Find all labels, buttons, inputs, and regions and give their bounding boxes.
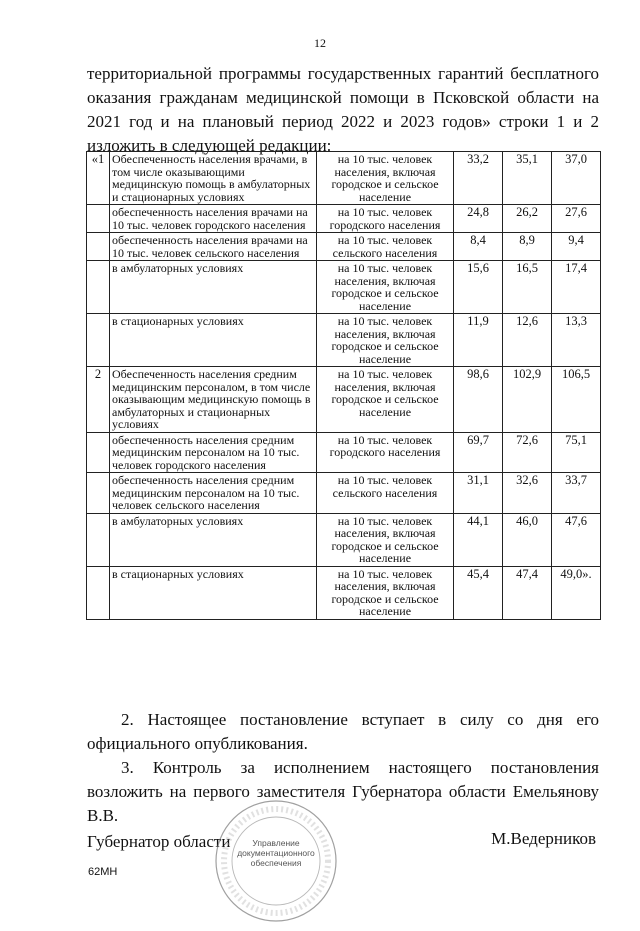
value-2021: 44,1 [454,513,503,566]
value-2022: 35,1 [503,152,552,205]
unit-of-measure: на 10 тыс. человек сельского населения [317,233,454,261]
stamp-line: документационного [237,848,315,858]
indicator-name: обеспеченность населения врачами на 10 тыс. человек городского населения [110,205,317,233]
intro-paragraph: территориальной программы государственных гарантий бесплатного оказания гражданам медицинской помощи в Псковской области на 2021 год и на плановый период 2022 и 2023 годов» строки 1 и 2 изложить в следующей редакции: [87,64,599,155]
value-2021: 8,4 [454,233,503,261]
unit-of-measure: на 10 тыс. человек сельского населения [317,473,454,514]
table-body [87,152,601,620]
value-2023: 13,3 [552,314,601,367]
paragraph-2: 2. Настоящее постановление вступает в силу со дня его официального опубликования. [87,710,599,753]
unit-of-measure: на 10 тыс. человек населения, включая городское и сельское население [317,152,454,205]
row-number: 2 [87,367,110,433]
row-number [87,566,110,619]
row-number: «1 [87,152,110,205]
value-2021: 69,7 [454,432,503,473]
value-2021: 15,6 [454,261,503,314]
value-2022: 102,9 [503,367,552,433]
indicator-name: в амбулаторных условиях [110,261,317,314]
value-2022: 46,0 [503,513,552,566]
paragraph-3: 3. Контроль за исполнением настоящего постановления возложить на первого заместителя Губернатора области Емельянову В.В. [87,758,599,825]
table-row [87,314,601,367]
value-2022: 16,5 [503,261,552,314]
value-2022: 26,2 [503,205,552,233]
row-number [87,432,110,473]
unit-of-measure: на 10 тыс. человек населения, включая городское и сельское население [317,513,454,566]
value-2023: 37,0 [552,152,601,205]
value-2021: 45,4 [454,566,503,619]
value-2022: 47,4 [503,566,552,619]
table-row [87,566,601,619]
indicator-name: обеспеченность населения средним медицинским персоналом на 10 тыс. человек сельского населения [110,473,317,514]
table-row [87,205,601,233]
indicator-name: в стационарных условиях [110,314,317,367]
value-2023: 9,4 [552,233,601,261]
value-2022: 12,6 [503,314,552,367]
stamp-line: Управление [252,838,300,848]
indicator-name: обеспеченность населения средним медицинским персоналом на 10 тыс. человек городского населения [110,432,317,473]
value-2022: 32,6 [503,473,552,514]
stamp-text [237,838,315,868]
table-row [87,233,601,261]
indicator-name: Обеспеченность населения врачами, в том числе оказывающими медицинскую помощь в амбулаторных и стационарных условиях [110,152,317,205]
unit-of-measure: на 10 тыс. человек населения, включая городское и сельское население [317,566,454,619]
indicator-name: в амбулаторных условиях [110,513,317,566]
value-2023: 75,1 [552,432,601,473]
value-2023: 33,7 [552,473,601,514]
indicator-name: Обеспеченность населения средним медицинским персоналом, в том числе оказывающим медицинскую помощь в амбулаторных и стационарных условиях [110,367,317,433]
value-2023: 49,0». [552,566,601,619]
page-number: 12 [314,36,326,50]
indicator-name: обеспеченность населения врачами на 10 тыс. человек сельского населения [110,233,317,261]
value-2021: 11,9 [454,314,503,367]
unit-of-measure: на 10 тыс. человек населения, включая городское и сельское население [317,314,454,367]
value-2021: 31,1 [454,473,503,514]
office-stamp [211,796,341,926]
unit-of-measure: на 10 тыс. человек городского населения [317,432,454,473]
table-row [87,513,601,566]
value-2021: 24,8 [454,205,503,233]
row-number [87,314,110,367]
value-2023: 27,6 [552,205,601,233]
row-number [87,473,110,514]
signature-title: Губернатор области [87,832,231,851]
unit-of-measure: на 10 тыс. человек населения, включая городское и сельское население [317,261,454,314]
value-2021: 98,6 [454,367,503,433]
document-code: 62МН [88,866,118,878]
table-row [87,473,601,514]
value-2023: 17,4 [552,261,601,314]
table-row [87,367,601,433]
indicator-name: в стационарных условиях [110,566,317,619]
value-2022: 72,6 [503,432,552,473]
row-number [87,233,110,261]
unit-of-measure: на 10 тыс. человек населения, включая городское и сельское население [317,367,454,433]
value-2023: 106,5 [552,367,601,433]
row-number [87,205,110,233]
stamp-line: обеспечения [250,858,302,868]
value-2023: 47,6 [552,513,601,566]
row-number [87,261,110,314]
value-2021: 33,2 [454,152,503,205]
signature-name: М.Ведерников [491,829,596,848]
value-2022: 8,9 [503,233,552,261]
unit-of-measure: на 10 тыс. человек городского населения [317,205,454,233]
indicators-table [86,151,601,620]
table-row [87,152,601,205]
table-row [87,261,601,314]
row-number [87,513,110,566]
table-row [87,432,601,473]
